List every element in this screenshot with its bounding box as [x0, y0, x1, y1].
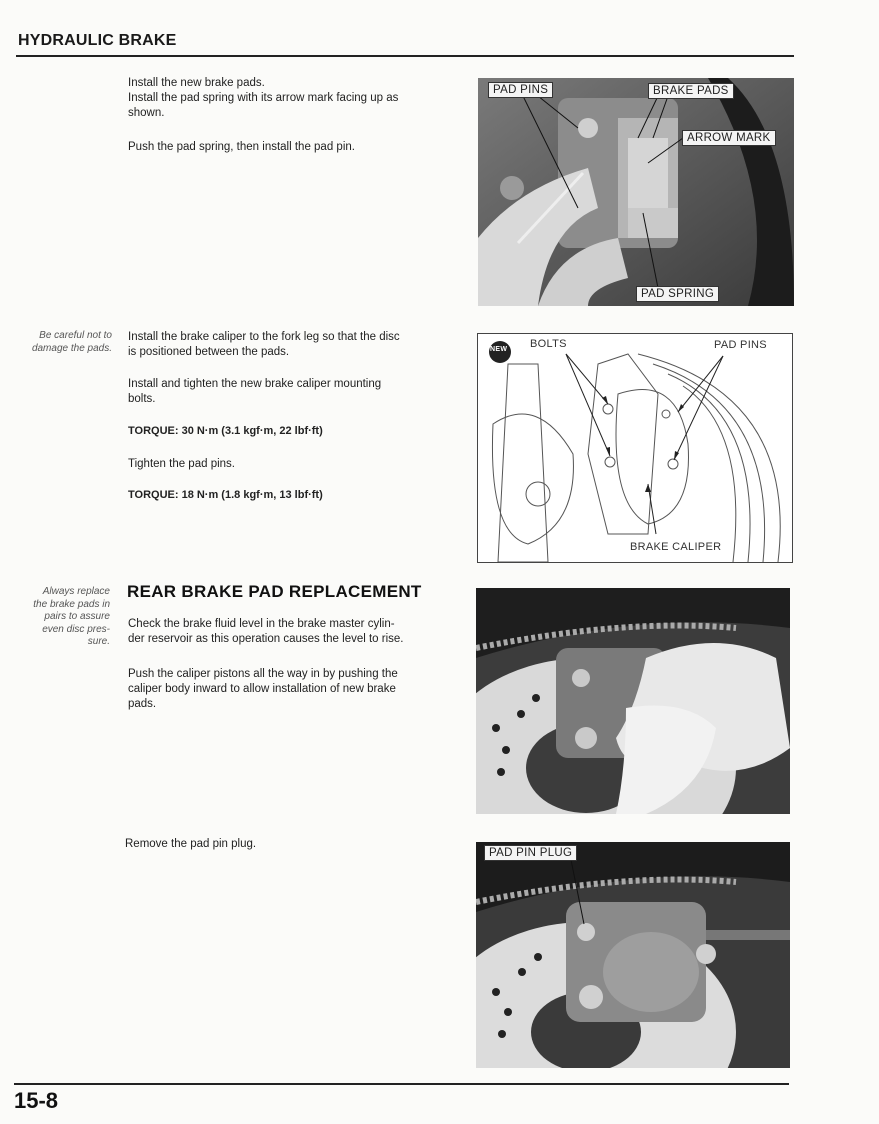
sec3-para-1-line-2: der reservoir as this operation causes the level to rise. — [128, 633, 404, 645]
front-caliper-diagram-art — [478, 334, 792, 562]
sec2-para-1 — [128, 330, 468, 360]
sec3-note-line-5: sure. — [87, 636, 110, 647]
page-header-title: HYDRAULIC BRAKE — [18, 32, 177, 49]
label-bolts: BOLTS — [530, 338, 567, 350]
header-rule — [16, 55, 794, 57]
sec3-note-line-2: the brake pads in — [33, 598, 110, 610]
torque-spec-pad-pins: TORQUE: 18 N·m (1.8 kgf·m, 13 lbf·ft) — [128, 489, 323, 501]
front-caliper-photo — [478, 78, 794, 306]
sec2-note-line-2: damage the pads. — [31, 342, 112, 354]
sec3-note-line-4: even disc pres- — [42, 623, 110, 635]
front-caliper-diagram — [477, 333, 793, 563]
sec2-para-2-line-1: Install and tighten the new brake caliper mounting — [128, 378, 382, 390]
sec1-instructions — [128, 76, 468, 121]
new-part-icon-label: NEW — [490, 346, 508, 353]
sec3-para-2-line-1: Push the caliper pistons all the way in by pushing the — [128, 668, 398, 680]
sec3-para-1-line-1: Check the brake fluid level in the brake master cylin- — [128, 618, 395, 630]
sec1-line-2: Install the pad spring with its arrow mark facing up as — [128, 92, 399, 104]
sec1-line-3: shown. — [128, 107, 165, 119]
sec3-note-line-1: Always replace — [42, 586, 110, 597]
sec2-para-2-line-2: bolts. — [128, 393, 156, 405]
label-brake-pads: BRAKE PADS — [648, 83, 734, 99]
sec3-para-2-line-2: caliper body inward to allow installation of new brake — [128, 683, 396, 695]
rear-caliper-push-photo — [476, 588, 790, 814]
sec2-para-1-line-1: Install the brake caliper to the fork leg so that the disc — [128, 331, 400, 343]
sec3-para-2 — [128, 667, 468, 712]
label-pad-pin-plug: PAD PIN PLUG — [484, 845, 577, 861]
sec1-para-2: Push the pad spring, then install the pad pin. — [128, 141, 355, 153]
sec4-para-1: Remove the pad pin plug. — [125, 838, 257, 850]
label-pad-pins: PAD PINS — [488, 82, 553, 98]
rear-caliper-plug-photo — [476, 842, 790, 1068]
front-caliper-photo-art — [478, 78, 794, 306]
rear-caliper-plug-photo-art — [476, 842, 790, 1068]
section-title-rear-brake: REAR BRAKE PAD REPLACEMENT — [127, 582, 422, 601]
label-pad-pins-diagram: PAD PINS — [714, 339, 767, 351]
sec3-para-2-line-3: pads. — [128, 698, 157, 710]
label-brake-caliper: BRAKE CALIPER — [630, 541, 722, 553]
sec3-note-line-3: pairs to assure — [44, 611, 110, 622]
sec2-note-line-1: Be careful not to — [39, 330, 112, 341]
rear-caliper-push-photo-art — [476, 588, 790, 814]
sec3-side-note — [12, 586, 110, 649]
sec2-para-1-line-2: is positioned between the pads. — [128, 346, 290, 358]
sec3-para-1 — [128, 617, 468, 647]
sec2-para-3: Tighten the pad pins. — [128, 458, 235, 470]
sec2-side-note — [14, 330, 112, 355]
sec1-line-1: Install the new brake pads. — [128, 77, 265, 89]
footer-rule — [14, 1083, 789, 1085]
sec2-para-2 — [128, 377, 468, 407]
label-arrow-mark: ARROW MARK — [682, 130, 776, 146]
page-number: 15-8 — [14, 1088, 59, 1113]
torque-spec-bolts: TORQUE: 30 N·m (3.1 kgf·m, 22 lbf·ft) — [128, 425, 323, 437]
label-pad-spring: PAD SPRING — [636, 286, 719, 302]
